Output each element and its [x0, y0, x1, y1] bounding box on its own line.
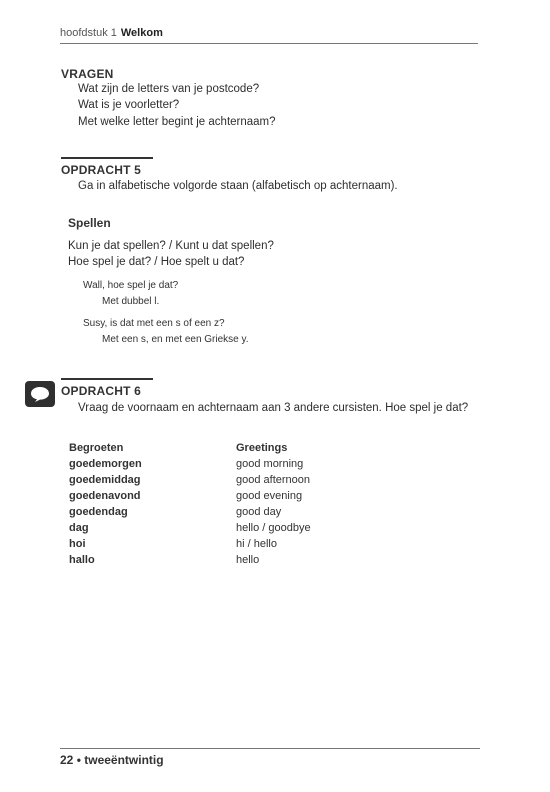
- vocab-header-dutch: Begroeten: [69, 442, 124, 454]
- table-row: [69, 458, 311, 474]
- vocab-dutch: goedemiddag: [69, 474, 141, 486]
- table-row: [69, 538, 311, 554]
- footer-rule: [60, 748, 480, 749]
- vocab-dutch: goedemorgen: [69, 458, 142, 470]
- opdracht5-text: Ga in alfabetische volgorde staan (alfabetisch op achternaam).: [78, 180, 398, 192]
- table-row: [69, 474, 311, 490]
- spellen-heading: Spellen: [68, 216, 111, 230]
- vragen-question: Met welke letter begint je achternaam?: [78, 116, 276, 128]
- table-row: [69, 490, 311, 506]
- chapter-label: hoofdstuk 1: [60, 27, 117, 39]
- vocab-header-row: [69, 442, 311, 458]
- vocab-english: hello / goodbye: [236, 522, 311, 534]
- dialog-question: Susy, is dat met een s of een z?: [83, 318, 225, 329]
- opdracht6-heading: OPDRACHT 6: [61, 384, 142, 398]
- chapter-title: Welkom: [120, 27, 163, 39]
- spellen-line: Kun je dat spellen? / Kunt u dat spellen?: [68, 240, 274, 252]
- table-row: [69, 554, 311, 570]
- vocab-english: good morning: [236, 458, 304, 470]
- vragen-question: Wat is je voorletter?: [78, 99, 180, 111]
- table-row: [69, 522, 311, 538]
- page-number-word: tweeëntwintig: [84, 753, 164, 767]
- vocab-english: hello: [236, 554, 260, 566]
- spellen-line: Hoe spel je dat? / Hoe spelt u dat?: [68, 256, 245, 268]
- header-rule: [60, 43, 478, 44]
- opdracht6-text: Vraag de voornaam en achternaam aan 3 andere cursisten. Hoe spel je dat?: [78, 402, 469, 414]
- footer-separator: •: [76, 753, 81, 767]
- vocab-english: good afternoon: [236, 474, 311, 486]
- vocab-table: [69, 442, 311, 570]
- vocab-dutch: goedendag: [69, 506, 128, 518]
- vocab-dutch: dag: [69, 522, 89, 534]
- vragen-heading: VRAGEN: [61, 67, 114, 81]
- running-header: [60, 27, 163, 39]
- opdracht6-rule: [61, 378, 153, 380]
- table-row: [69, 506, 311, 522]
- vragen-question: Wat zijn de letters van je postcode?: [78, 83, 260, 95]
- page-number: 22: [60, 753, 74, 767]
- vocab-header-english: Greetings: [236, 442, 288, 454]
- page-footer: [60, 753, 164, 767]
- vocab-dutch: goedenavond: [69, 490, 141, 502]
- vocab-english: good evening: [236, 490, 303, 502]
- vocab-english: good day: [236, 506, 282, 518]
- dialog-answer: Met een s, en met een Griekse y.: [102, 334, 249, 345]
- vocab-dutch: hoi: [69, 538, 86, 550]
- vocab-dutch: hallo: [69, 554, 95, 566]
- dialog-question: Wall, hoe spel je dat?: [83, 280, 179, 291]
- vocab-english: hi / hello: [236, 538, 277, 550]
- dialog-answer: Met dubbel l.: [102, 296, 160, 307]
- opdracht5-rule: [61, 157, 153, 159]
- opdracht5-heading: OPDRACHT 5: [61, 163, 142, 177]
- speech-bubble-icon: [25, 381, 55, 407]
